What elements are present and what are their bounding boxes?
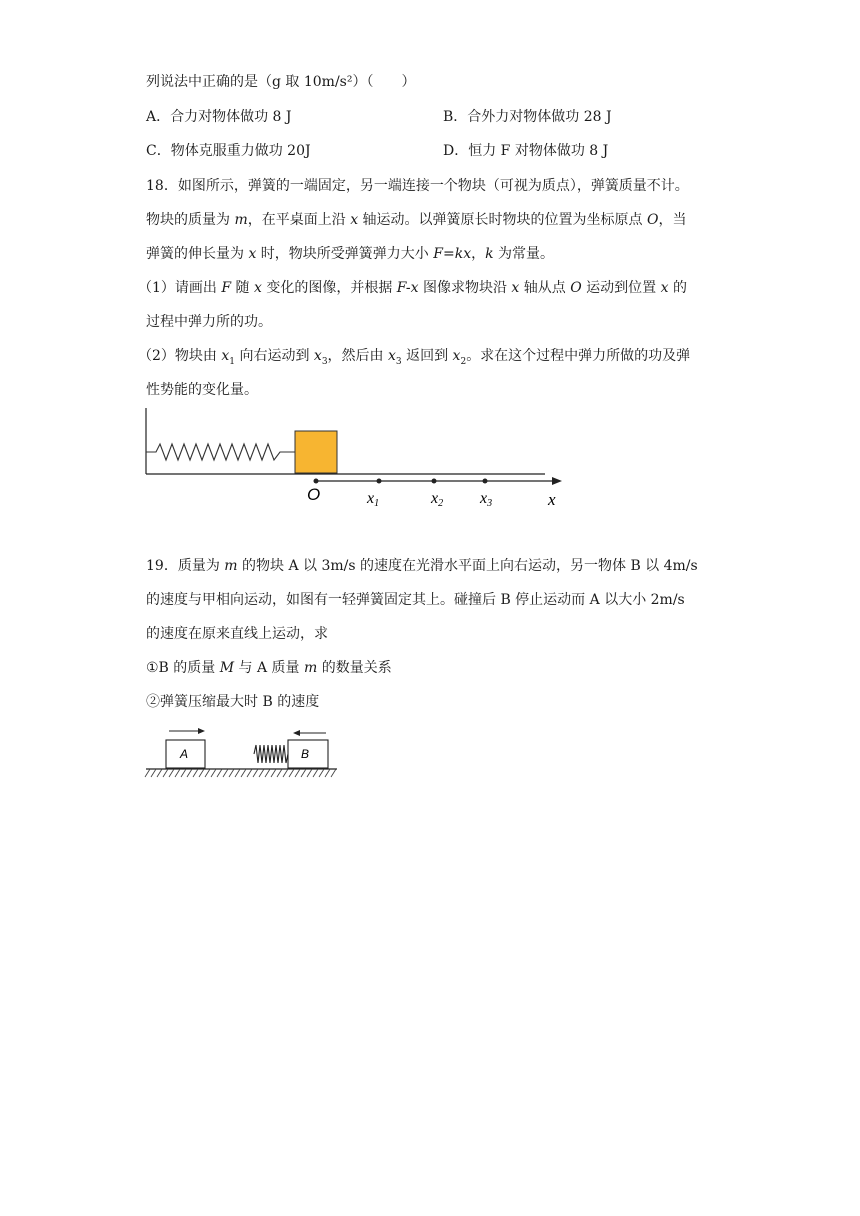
arrow-b-head [293,730,300,736]
q17-option-c[interactable]: C．物体克服重力做功 20J [146,143,311,159]
q18-part-2-line-2: 性势能的变化量。 [146,382,258,398]
ground-hatch [145,769,336,777]
q18-part-2: （2）物块由 $x_1$ 向右运动到 $x_3$，然后由 $x_3$ 返回到 $x_2$。求在这个过程中弹力所做的功及弹 [138,348,691,367]
q19-line-2: 的速度与甲相向运动，如图有一轻弹簧固定其上。碰撞后 B 停止运动而 A 以大小 2m/s [146,592,685,608]
q19-line-1: 19．质量为 m 的物块 A 以 3m/s 的速度在光滑水平面上向右运动，另一物体 B 以 4m/s [146,558,698,574]
label-axis-x: x [548,490,556,509]
block-b-label: B [301,747,310,761]
label-x2: x2 [431,490,444,509]
q18-part-1-line-2: 过程中弹力所的功。 [146,314,272,330]
q18-line-3: 弹簧的伸长量为 x 时，物块所受弹簧弹力大小 F=kx，k 为常量。 [146,246,555,262]
q17-option-a[interactable]: A．合力对物体做功 8 J [146,109,292,125]
q18-part-1: （1）请画出 F 随 x 变化的图像，并根据 F-x 图像求物块沿 x 轴从点 O 运动到位置 x 的 [138,280,687,296]
q19-line-3: 的速度在原来直线上运动，求 [146,626,328,642]
q17-option-d[interactable]: D．恒力 F 对物体做功 8 J [443,143,609,159]
q18-line-2: 物块的质量为 m，在平桌面上沿 x 轴运动。以弹簧原长时物块的位置为坐标原点 O，当 [146,212,687,228]
label-x3: x3 [480,490,493,509]
spring-b [254,745,288,763]
q18-line-1: 18．如图所示，弹簧的一端固定，另一端连接一个物块（可视为质点），弹簧质量不计。 [146,178,689,194]
arrow-a-head [198,728,205,734]
block-a-label: A [180,747,189,761]
label-o: O [307,485,321,504]
q17-option-b[interactable]: B．合外力对物体做功 28 J [443,109,612,125]
label-x1: x1 [367,490,380,509]
q19-item-1: ①B 的质量 M 与 A 质量 m 的数量关系 [146,660,392,676]
q19-item-2: ②弹簧压缩最大时 B 的速度 [146,694,320,710]
q17-stem-tail: 列说法中正确的是（g 取 10m/s²）（ ） [146,74,416,90]
